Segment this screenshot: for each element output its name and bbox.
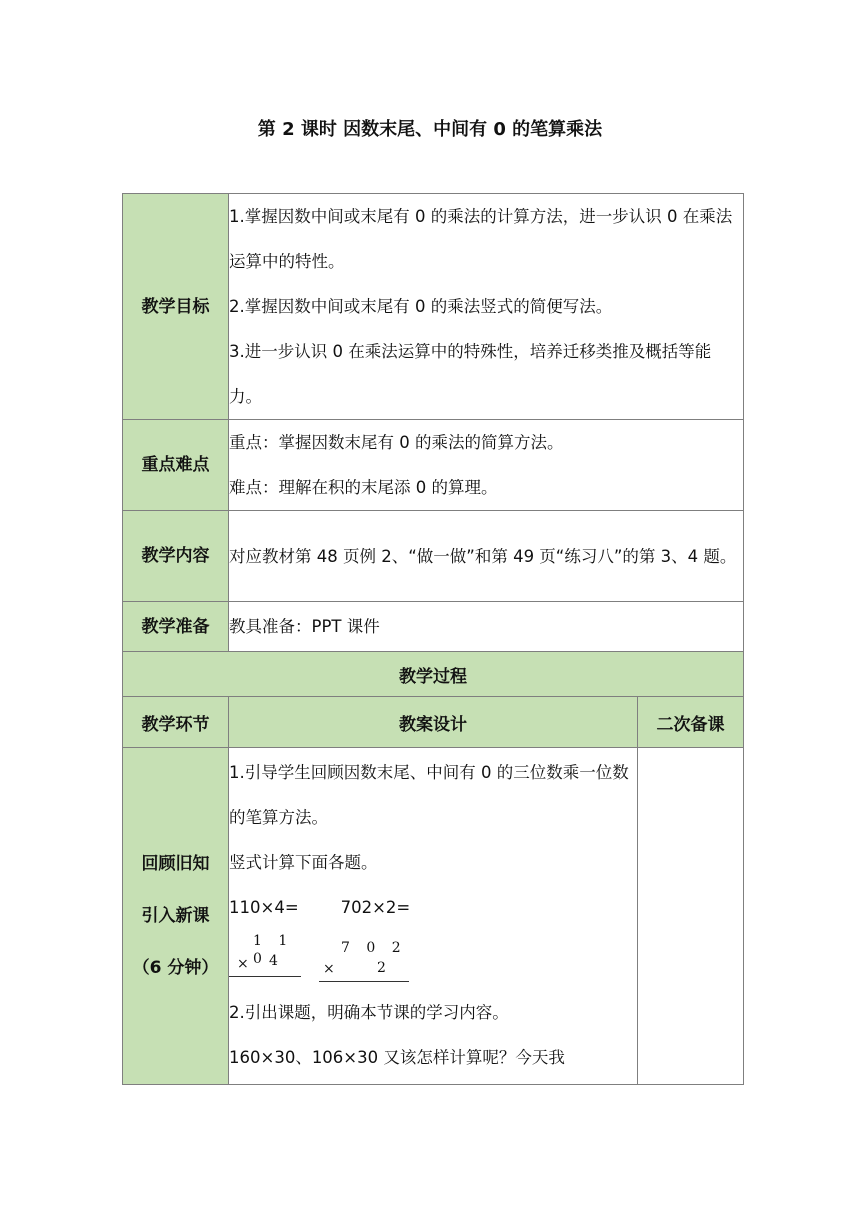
design-line: 竖式计算下面各题。: [229, 853, 378, 872]
column-header-row: [123, 697, 744, 748]
lesson-plan-table: [122, 193, 744, 1085]
design-line: 160×30、106×30 又该怎样计算呢？今天我: [229, 1048, 565, 1067]
calc-multiplier: 4: [269, 953, 278, 969]
design-line: 1.引导学生回顾因数末尾、中间有 0 的三位数乘一位数的笔算方法。: [229, 763, 629, 827]
objective-item: 3.进一步认识 0 在乘法运算中的特殊性，培养迁移类推及概括等能力。: [229, 342, 712, 406]
revision-cell: [638, 748, 744, 1085]
calc-underline: [229, 976, 301, 977]
design-line: 2.引出课题，明确本节课的学习内容。: [229, 1003, 509, 1022]
section-review-row: [123, 748, 744, 1085]
section-label-line: 引入新课: [141, 906, 210, 926]
objectives-content: [229, 194, 744, 420]
content-row: [123, 511, 744, 602]
vertical-calculations: [229, 930, 637, 990]
calc-underline: [319, 981, 409, 982]
column-header-stage: 教学环节: [123, 697, 229, 748]
process-header-row: [123, 652, 744, 697]
calc-multiplicand: 7 0 2: [341, 940, 407, 956]
objective-item: 2.掌握因数中间或末尾有 0 的乘法竖式的简便写法。: [229, 297, 613, 316]
times-sign: ×: [237, 956, 249, 972]
section-review-content: [229, 748, 638, 1085]
times-sign: ×: [323, 961, 335, 977]
section-review-label: [123, 748, 229, 1085]
section-label-line: 回顾旧知: [141, 854, 210, 874]
process-header: 教学过程: [123, 652, 744, 697]
preparation-row: [123, 602, 744, 652]
preparation-text: 教具准备：PPT 课件: [229, 602, 744, 652]
key-point-item: 重点：掌握因数末尾有 0 的乘法的简算方法。: [229, 433, 564, 452]
objectives-row: [123, 194, 744, 420]
key-point-item: 难点：理解在积的末尾添 0 的算理。: [229, 478, 498, 497]
objective-item: 1.掌握因数中间或末尾有 0 的乘法的计算方法，进一步认识 0 在乘法运算中的特性。: [229, 207, 733, 271]
key-points-label: 重点难点: [123, 420, 229, 511]
calc-multiplier: 2: [377, 960, 386, 976]
column-header-revision: 二次备课: [638, 697, 744, 748]
key-points-row: [123, 420, 744, 511]
column-header-design: 教案设计: [229, 697, 638, 748]
content-text: 对应教材第 48 页例 2、“做一做”和第 49 页“练习八”的第 3、4 题。: [229, 511, 744, 602]
preparation-label: 教学准备: [123, 602, 229, 652]
design-line: 110×4= 702×2=: [229, 898, 411, 917]
content-label: 教学内容: [123, 511, 229, 602]
objectives-label: 教学目标: [123, 194, 229, 420]
key-points-content: [229, 420, 744, 511]
calc-multiplicand: 1 1 0: [253, 933, 294, 967]
page-title: 第 2 课时 因数末尾、中间有 0 的笔算乘法: [257, 119, 603, 140]
section-label-line: （6 分钟）: [132, 958, 219, 978]
